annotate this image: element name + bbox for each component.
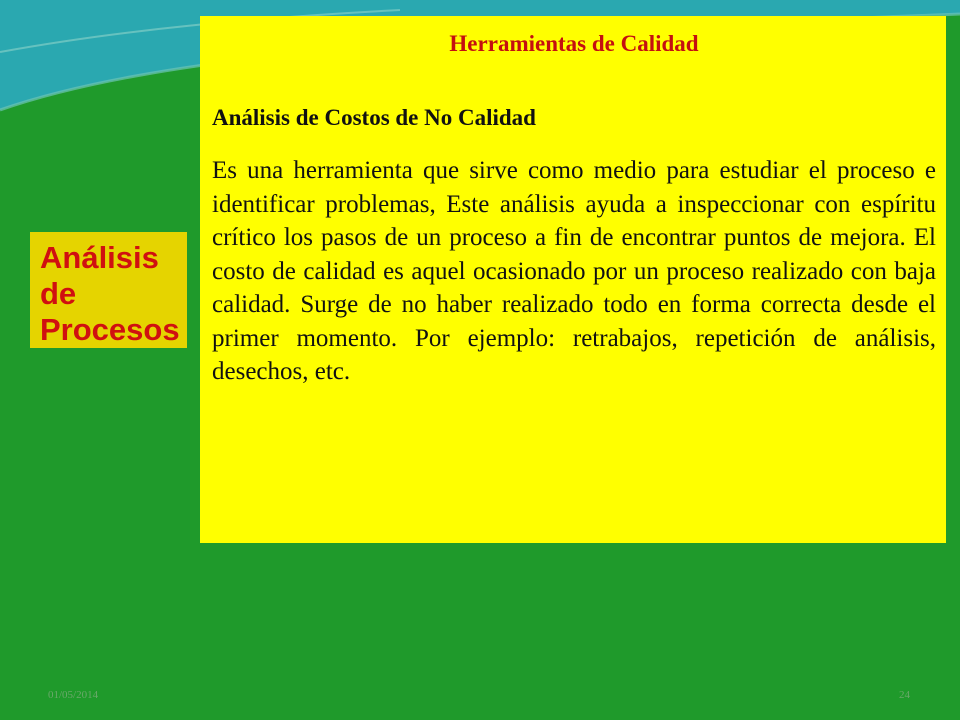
page-number: 24 (899, 689, 910, 701)
side-title-box (30, 232, 187, 348)
side-title-line: de (40, 276, 77, 311)
content-box (200, 16, 946, 543)
section-heading: Análisis de Costos de No Calidad (212, 105, 536, 130)
slide-title: Herramientas de Calidad (449, 31, 699, 56)
side-title-line: Procesos (40, 312, 180, 347)
side-title (40, 240, 187, 348)
body-paragraph: Es una herramienta que sirve como medio para estudiar el proceso e identificar problemas, Este análisis ayuda a inspeccionar con espíritu crítico los pasos de un proceso a fin de encontrar puntos de mejora. El costo de calidad es aquel ocasionado por un proceso realizado con baja calidad. Surge de no haber realizado todo en forma correcta desde el primer momento. Por ejemplo: retrabajos, repetición de análisis, desechos, etc. (212, 157, 936, 385)
footer-date: 01/05/2014 (48, 689, 99, 701)
side-title-line: Análisis (40, 240, 159, 275)
